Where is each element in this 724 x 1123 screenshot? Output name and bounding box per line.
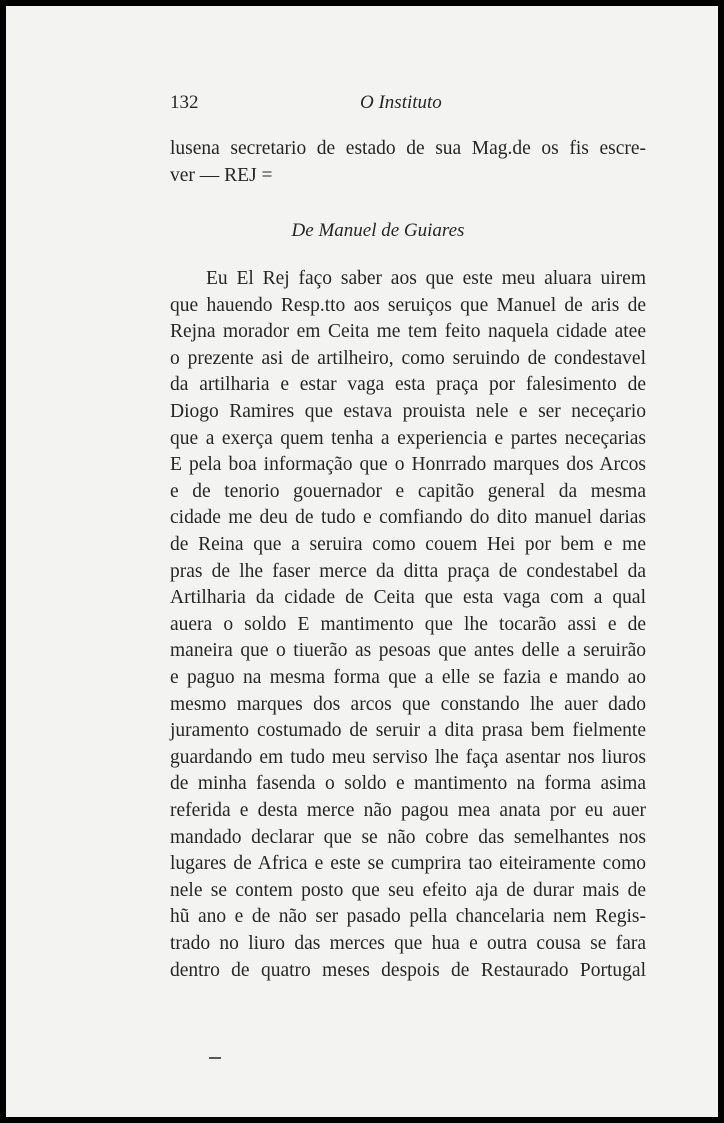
text-line: Artilharia da cidade de Ceita que esta vaga com a qual (170, 587, 646, 609)
text-line: hũ ano e de não ser pasado pella chancelaria nem Regis- (170, 906, 646, 928)
text-line: e paguo na mesma forma que a elle se fazia e mando ao (170, 667, 646, 688)
text-line: mandado declarar que se não cobre das semelhantes nos (170, 826, 646, 848)
text-line: trado no liuro das merces que hua e outra cousa se fara (170, 933, 646, 954)
text-line: E pela boa informação que o Honrrado marques dos Arcos (170, 454, 646, 476)
text-line: auera o soldo E mantimento que lhe tocarão assi e de (170, 613, 646, 635)
scan-mark (209, 1057, 221, 1059)
text-line: dentro de quatro meses despois de Restaurado Portugal (170, 959, 646, 981)
text-line: Eu El Rej faço saber aos que este meu aluara uirem (206, 268, 646, 289)
text-line: que a exerça quem tenha a experiencia e partes neceçarias (170, 427, 646, 449)
text-line: nele se contem posto que seu efeito aja de durar mais de (170, 879, 646, 901)
section-heading: De Manuel de Guiares (291, 220, 465, 241)
text-line: lugares de Africa e este se cumprira tao eiteiramente como (170, 853, 646, 875)
text-line: mesmo marques dos arcos que constando lhe auer dado (170, 693, 646, 715)
text-line: da artilharia e estar vaga esta praça por falesimento de (170, 374, 646, 396)
text-line: pras de lhe faser merce da ditta praça de condestabel da (170, 560, 646, 582)
text-line: ver — REJ = (170, 165, 273, 186)
text-line: Rejna morador em Ceita me tem feito naquela cidade atee (170, 321, 646, 343)
text-line: lusena secretario de estado de sua Mag.de os fis escre- (170, 138, 646, 159)
text-line: cidade me deu de tudo e comfiando do dito manuel darias (170, 507, 646, 529)
text-line: maneira que o tiuerão as pesoas que antes delle a seruirão (170, 640, 646, 662)
text-line: juramento costumado de seruir a dita prasa bem fielmente (170, 720, 646, 742)
running-title: O Instituto (360, 92, 442, 113)
text-line: guardando em tudo meu serviso lhe faça asentar nos liuros (170, 746, 646, 768)
text-line: o prezente asi de artilheiro, como seruindo de condestavel (170, 347, 646, 369)
page-number: 132 (170, 92, 199, 113)
text-line: e de tenorio gouernador e capitão general da mesma (170, 480, 646, 502)
document-page (6, 6, 718, 1117)
text-line: de Reina que a seruira como couem Hei por bem e me (170, 534, 646, 555)
text-line: de minha fasenda o soldo e mantimento na forma asima (170, 773, 646, 795)
page-header (170, 92, 646, 118)
text-line: que hauendo Resp.tto aos seruiços que Manuel de aris de (170, 294, 646, 316)
text-line: referida e desta merce não pagou mea anata por eu auer (170, 800, 646, 821)
text-line: Diogo Ramires que estava prouista nele e ser neceçario (170, 401, 646, 422)
